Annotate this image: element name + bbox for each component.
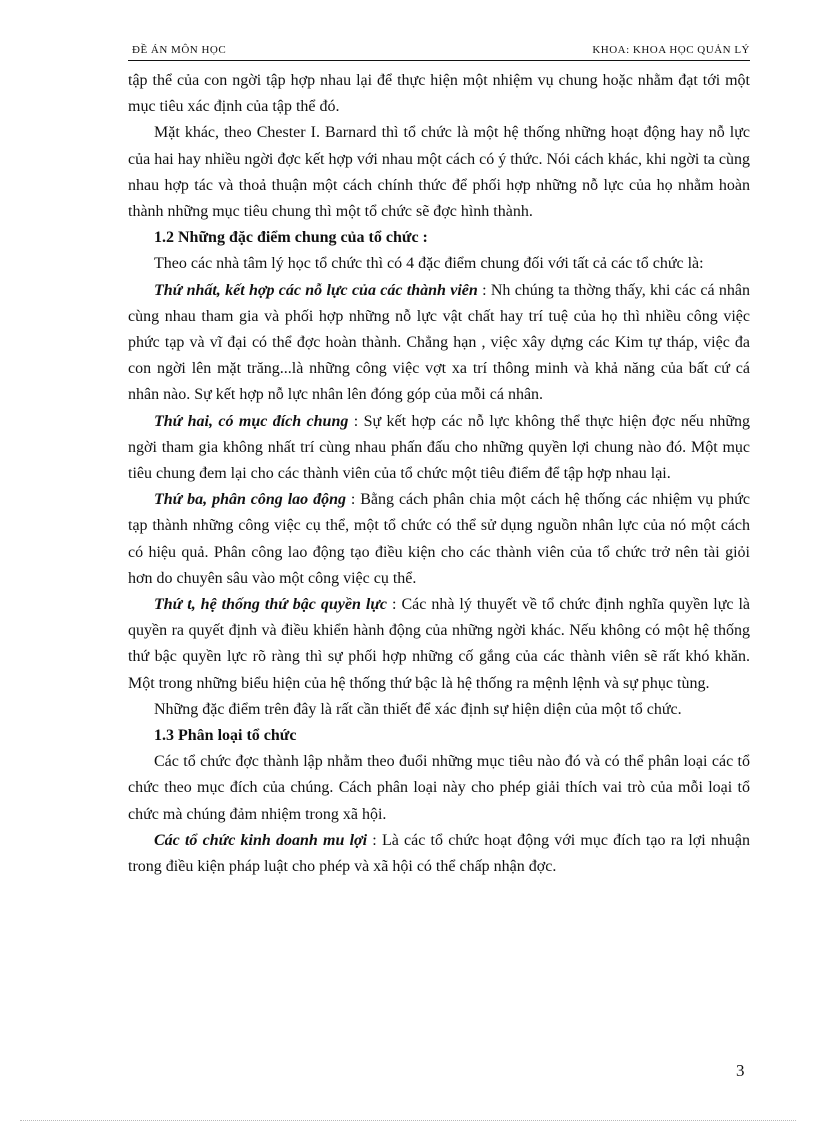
paragraph-characteristic-1: [128, 278, 750, 409]
paragraph-characteristic-3: [128, 487, 750, 592]
paragraph-characteristic-2: [128, 409, 750, 488]
document-body: [128, 68, 750, 880]
characteristic-1-lead: Thứ nhất, kết hợp các nỗ lực của các thành viên: [154, 281, 478, 299]
header-faculty: KHOA: KHOA HỌC QUẢN LÝ: [592, 44, 750, 56]
for-profit-text: : Là các tổ chức hoạt động với mục đích tạo ra lợi nhuận trong điều kiện pháp luật cho phép và xã hội có thể chấp nhận đợc.: [128, 831, 751, 876]
paragraph-for-profit: [128, 828, 750, 880]
characteristic-2-text: : Sự kết hợp các nỗ lực không thể thực hiện đợc nếu những ngời tham gia không nhất trí cùng nhau phấn đấu cho những quyền lợi chung nào đó. Một mục tiêu chung đem lại cho các thành viên của tổ chức một tiêu điểm để tập hợp nhau lại.: [128, 412, 750, 483]
header-course-title: ĐỀ ÁN MÔN HỌC: [132, 44, 227, 56]
section-heading-1-3: 1.3 Phân loại tổ chức: [154, 727, 297, 745]
footer-dotted-rule: [20, 1120, 796, 1121]
page-number: 3: [736, 1061, 745, 1080]
characteristic-3-text: : Bằng cách phân chia một cách hệ thống các nhiệm vụ phức tạp thành những công việc cụ thể, một tổ chức có thể sử dụng nguồn nhân lực của nó một cách có hiệu quả. Phân công lao động tạo điều kiện cho các thành viên của tổ chức trở nên tài giỏi hơn do chuyên sâu vào một công việc cụ thể.: [128, 491, 750, 587]
characteristic-3-lead: Thứ ba, phân công lao động: [154, 491, 346, 509]
paragraph-continuation: tập thể của con ngời tập hợp nhau lại để thực hiện một nhiệm vụ chung hoặc nhằm đạt tới một mục tiêu xác định của tập thể đó.: [128, 72, 750, 116]
characteristic-1-text: : Nh chúng ta thờng thấy, khi các cá nhân cùng nhau tham gia và phối hợp những nỗ lực vật chất hay trí tuệ của họ thì nhiều công việc phức tạp và vĩ đại có thể đợc hoàn thành. Chẳng hạn , việc xây dựng các Kim tự tháp, việc đa con ngời lên mặt trăng...là những công việc vợt xa trí thông minh và khả năng của bất cứ cá nhân nào. Sự kết hợp nỗ lực nhân lên đóng góp của mỗi cá nhân.: [128, 281, 750, 404]
paragraph-four-characteristics: Theo các nhà tâm lý học tổ chức thì có 4 đặc điểm chung đối với tất cả các tổ chức là:: [154, 255, 704, 273]
header-divider: [128, 60, 750, 61]
paragraph-classification: Các tổ chức đợc thành lập nhằm theo đuổi những mục tiêu nào đó và có thể phân loại các tổ chức theo mục đích của chúng. Cách phân loại này cho phép giải thích vai trò của mỗi loại tổ chức mà chúng đảm nhiệm trong xã hội.: [128, 753, 750, 823]
paragraph-barnard-definition: Mặt khác, theo Chester I. Barnard thì tổ chức là một hệ thống những hoạt động hay nỗ lực của hai hay nhiều ngời đợc kết hợp với nhau một cách có ý thức. Nói cách khác, khi ngời ta cùng nhau hợp tác và thoả thuận một cách chính thức để phối hợp những nỗ lực của họ nhằm hoàn thành những mục tiêu chung thì một tổ chức sẽ đợc hình thành.: [128, 124, 750, 221]
page-header: [128, 40, 750, 60]
section-heading-1-2: 1.2 Những đặc điểm chung của tổ chức :: [154, 229, 428, 247]
for-profit-lead: Các tổ chức kinh doanh mu lợi: [154, 831, 368, 849]
paragraph-characteristic-4: [128, 592, 750, 697]
paragraph-characteristics-summary: Những đặc điểm trên đây là rất cần thiết để xác định sự hiện diện của một tổ chức.: [154, 700, 682, 718]
characteristic-4-lead: Thứ t, hệ thống thứ bậc quyền lực: [154, 596, 388, 614]
characteristic-4-text: : Các nhà lý thuyết về tổ chức định nghĩa quyền lực là quyền ra quyết định và điều khiển hành động của những ngời khác. Nếu không có một hệ thống thứ bậc quyền lực rõ ràng thì sự phối hợp những cố gắng của các thành viên sẽ rất khó khăn. Một trong những biểu hiện của hệ thống thứ bậc là hệ thống ra mệnh lệnh và sự phục tùng.: [128, 596, 751, 692]
characteristic-2-lead: Thứ hai, có mục đích chung: [154, 412, 349, 430]
